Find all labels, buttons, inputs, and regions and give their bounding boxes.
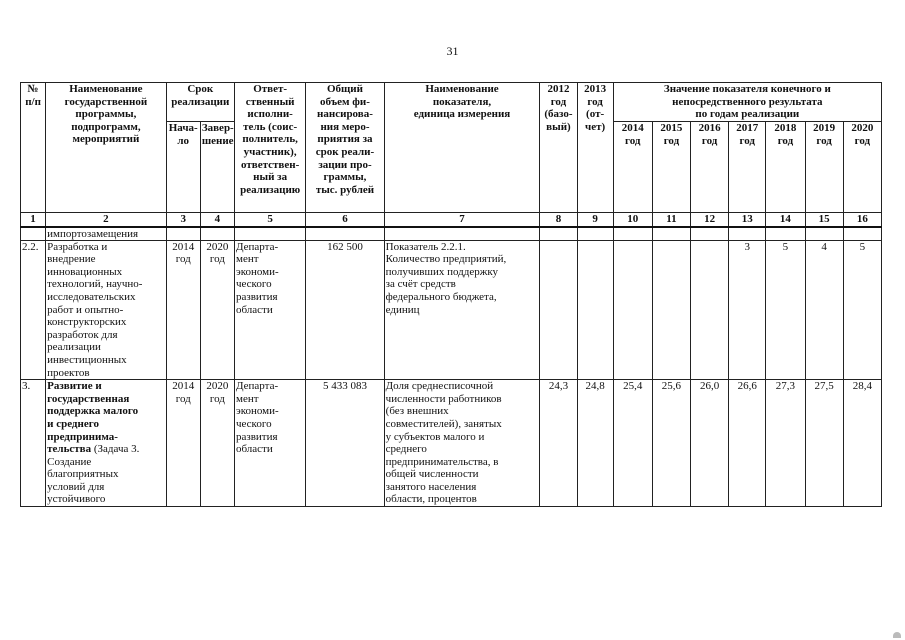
header-values-title: Значение показателя конечного и непосредственного результата по годам реализации xyxy=(613,83,881,122)
header-year-2016: 2016 год xyxy=(691,122,729,213)
header-volume: Общий объем фи- нансирова- ния меро- приятия за срок реали- зации про- граммы, тыс. рублей xyxy=(306,83,384,213)
col-number: 11 xyxy=(652,213,690,227)
page-edge-mark xyxy=(893,632,901,638)
row-2012 xyxy=(540,240,577,380)
row-value-2014: 25,4 xyxy=(613,380,652,507)
header-year-2019: 2019 год xyxy=(805,122,843,213)
row-2013: 24,8 xyxy=(577,380,613,507)
row-value-2016: 26,0 xyxy=(691,380,729,507)
header-name: Наименование государственной программы, подпрограмм, мероприятий xyxy=(46,83,167,213)
col-number: 12 xyxy=(691,213,729,227)
row-value-2020: 28,4 xyxy=(843,380,881,507)
col-number: 7 xyxy=(384,213,540,227)
col-number: 3 xyxy=(166,213,200,227)
row-2012: 24,3 xyxy=(540,380,577,507)
row-name: Развитие и государственная поддержка малого и среднего предпринима- тельства (Задача 3. Создание благоприятных условий для устойчивого xyxy=(46,380,167,507)
header-2013: 2013 год (от- чет) xyxy=(577,83,613,213)
continuation-row xyxy=(21,227,882,241)
row-value-2016 xyxy=(691,240,729,380)
col-number: 8 xyxy=(540,213,577,227)
row-value-2019: 4 xyxy=(805,240,843,380)
col-number: 15 xyxy=(805,213,843,227)
row-responsible: Департа- мент экономи- ческого развития области xyxy=(234,380,305,507)
row-value-2019: 27,5 xyxy=(805,380,843,507)
row-value-2015: 25,6 xyxy=(652,380,690,507)
row-indicator: Доля среднесписочной численности работников (без внешних совместителей), занятых у субъектов малого и среднего предпринимательства, в общей численности занятого населения области, процентов xyxy=(384,380,540,507)
row-name: Разработка и внедрение инновационных технологий, научно- исследовательских работ и опытно- конструкторских разработок для реализации инвестиционных проектов xyxy=(46,240,167,380)
header-row-1 xyxy=(21,83,882,122)
header-year-2017: 2017 год xyxy=(729,122,766,213)
row-responsible: Департа- мент экономи- ческого развития области xyxy=(234,240,305,380)
continuation-text: импортозамещения xyxy=(46,227,167,241)
row-2013 xyxy=(577,240,613,380)
header-indicator: Наименование показателя, единица измерения xyxy=(384,83,540,213)
row-value-2018: 27,3 xyxy=(766,380,805,507)
col-number: 9 xyxy=(577,213,613,227)
table-row-3 xyxy=(21,380,882,507)
col-number: 10 xyxy=(613,213,652,227)
row-start: 2014 год xyxy=(166,380,200,507)
row-value-2017: 26,6 xyxy=(729,380,766,507)
header-year-2018: 2018 год xyxy=(766,122,805,213)
header-responsible: Ответ- ственный исполни- тель (соис- полнитель, участник), ответствен- ный за реализацию xyxy=(234,83,305,213)
col-number: 5 xyxy=(234,213,305,227)
col-number: 4 xyxy=(200,213,234,227)
row-end: 2020 год xyxy=(200,380,234,507)
row-value-2014 xyxy=(613,240,652,380)
row-indicator: Показатель 2.2.1. Количество предприятий, получивших поддержку за счёт средств федерального бюджета, единиц xyxy=(384,240,540,380)
row-value-2020: 5 xyxy=(843,240,881,380)
col-number: 2 xyxy=(46,213,167,227)
row-value-2015 xyxy=(652,240,690,380)
header-year-2020: 2020 год xyxy=(843,122,881,213)
header-term-start: Нача- ло xyxy=(166,122,200,213)
row-value-2017: 3 xyxy=(729,240,766,380)
page-number: 31 xyxy=(446,44,459,58)
program-table xyxy=(20,82,882,507)
table-row-2-2 xyxy=(21,240,882,380)
header-2012: 2012 год (базо- вый) xyxy=(540,83,577,213)
row-num: 2.2. xyxy=(21,240,46,380)
row-volume: 162 500 xyxy=(306,240,384,380)
row-start: 2014 год xyxy=(166,240,200,380)
row-value-2018: 5 xyxy=(766,240,805,380)
header-term: Срок реализации xyxy=(166,83,234,122)
col-number: 1 xyxy=(21,213,46,227)
col-number: 16 xyxy=(843,213,881,227)
column-number-row xyxy=(21,213,882,227)
header-year-2014: 2014 год xyxy=(613,122,652,213)
col-number: 14 xyxy=(766,213,805,227)
header-term-end: Завер- шение xyxy=(200,122,234,213)
col-number: 6 xyxy=(306,213,384,227)
header-num: № п/п xyxy=(21,83,46,213)
header-year-2015: 2015 год xyxy=(652,122,690,213)
row-end: 2020 год xyxy=(200,240,234,380)
col-number: 13 xyxy=(729,213,766,227)
row-num: 3. xyxy=(21,380,46,507)
row-volume: 5 433 083 xyxy=(306,380,384,507)
